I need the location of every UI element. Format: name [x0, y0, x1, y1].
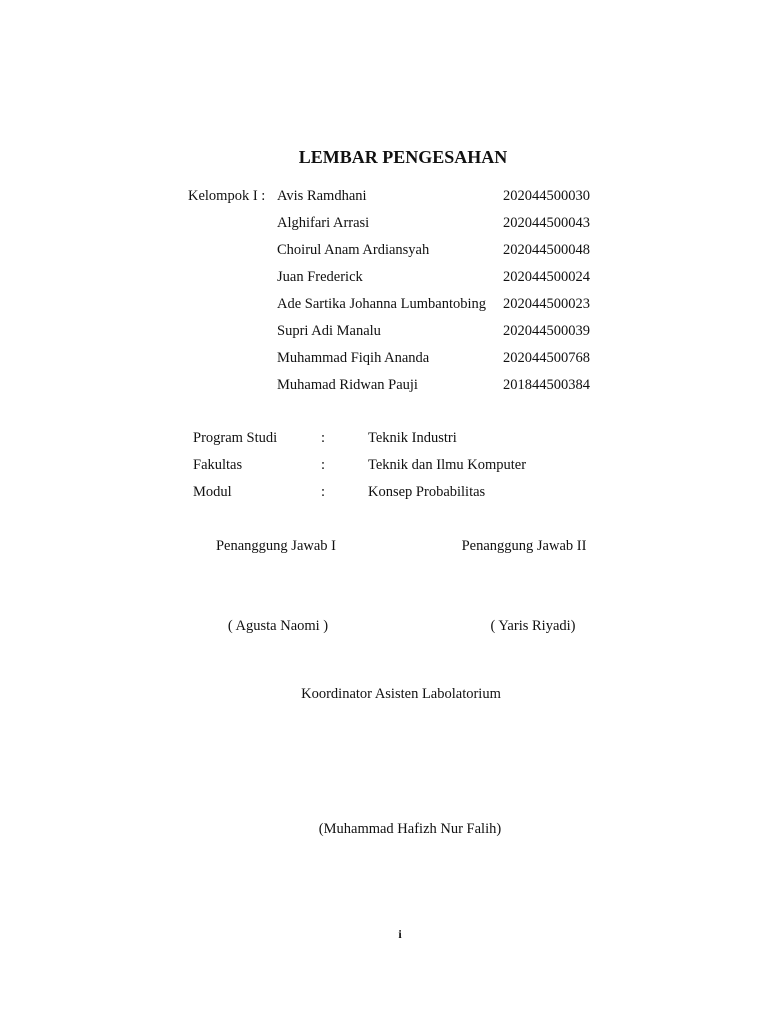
member-id: 202044500048: [503, 242, 590, 258]
member-name: Juan Frederick: [277, 269, 363, 285]
coordinator-title: Koordinator Asisten Labolatorium: [301, 686, 501, 702]
info-label: Modul: [193, 484, 232, 500]
member-name: Ade Sartika Johanna Lumbantobing: [277, 296, 486, 312]
pj1-title: Penanggung Jawab I: [215, 538, 336, 554]
member-id: 202044500024: [503, 269, 590, 285]
info-label: Program Studi: [193, 430, 278, 446]
page-title: LEMBAR PENGESAHAN: [298, 147, 508, 167]
page-number: i: [398, 927, 402, 941]
info-separator: :: [321, 457, 326, 473]
pj1-name: ( Agusta Naomi ): [227, 618, 329, 634]
info-separator: :: [321, 430, 326, 446]
member-name: Alghifari Arrasi: [277, 215, 370, 231]
info-value: Konsep Probabilitas: [368, 484, 486, 500]
member-id: 202044500043: [503, 215, 590, 231]
member-id: 202044500768: [503, 350, 590, 366]
info-value: Teknik dan Ilmu Komputer: [368, 457, 527, 473]
member-name: Muhammad Fiqih Ananda: [277, 350, 430, 366]
member-name: Avis Ramdhani: [277, 188, 367, 204]
member-id: 201844500384: [503, 377, 590, 393]
pj2-name: ( Yaris Riyadi): [490, 618, 576, 634]
group-label: Kelompok I :: [188, 188, 266, 204]
member-id: 202044500030: [503, 188, 590, 204]
member-name: Choirul Anam Ardiansyah: [277, 242, 430, 258]
pj2-title: Penanggung Jawab II: [461, 538, 587, 554]
info-value: Teknik Industri: [368, 430, 457, 446]
info-label: Fakultas: [193, 457, 243, 473]
member-name: Muhamad Ridwan Pauji: [277, 377, 418, 393]
member-id: 202044500039: [503, 323, 590, 339]
member-id: 202044500023: [503, 296, 590, 312]
coordinator-name: (Muhammad Hafizh Nur Falih): [318, 821, 502, 837]
member-name: Supri Adi Manalu: [277, 323, 381, 339]
info-separator: :: [321, 484, 326, 500]
